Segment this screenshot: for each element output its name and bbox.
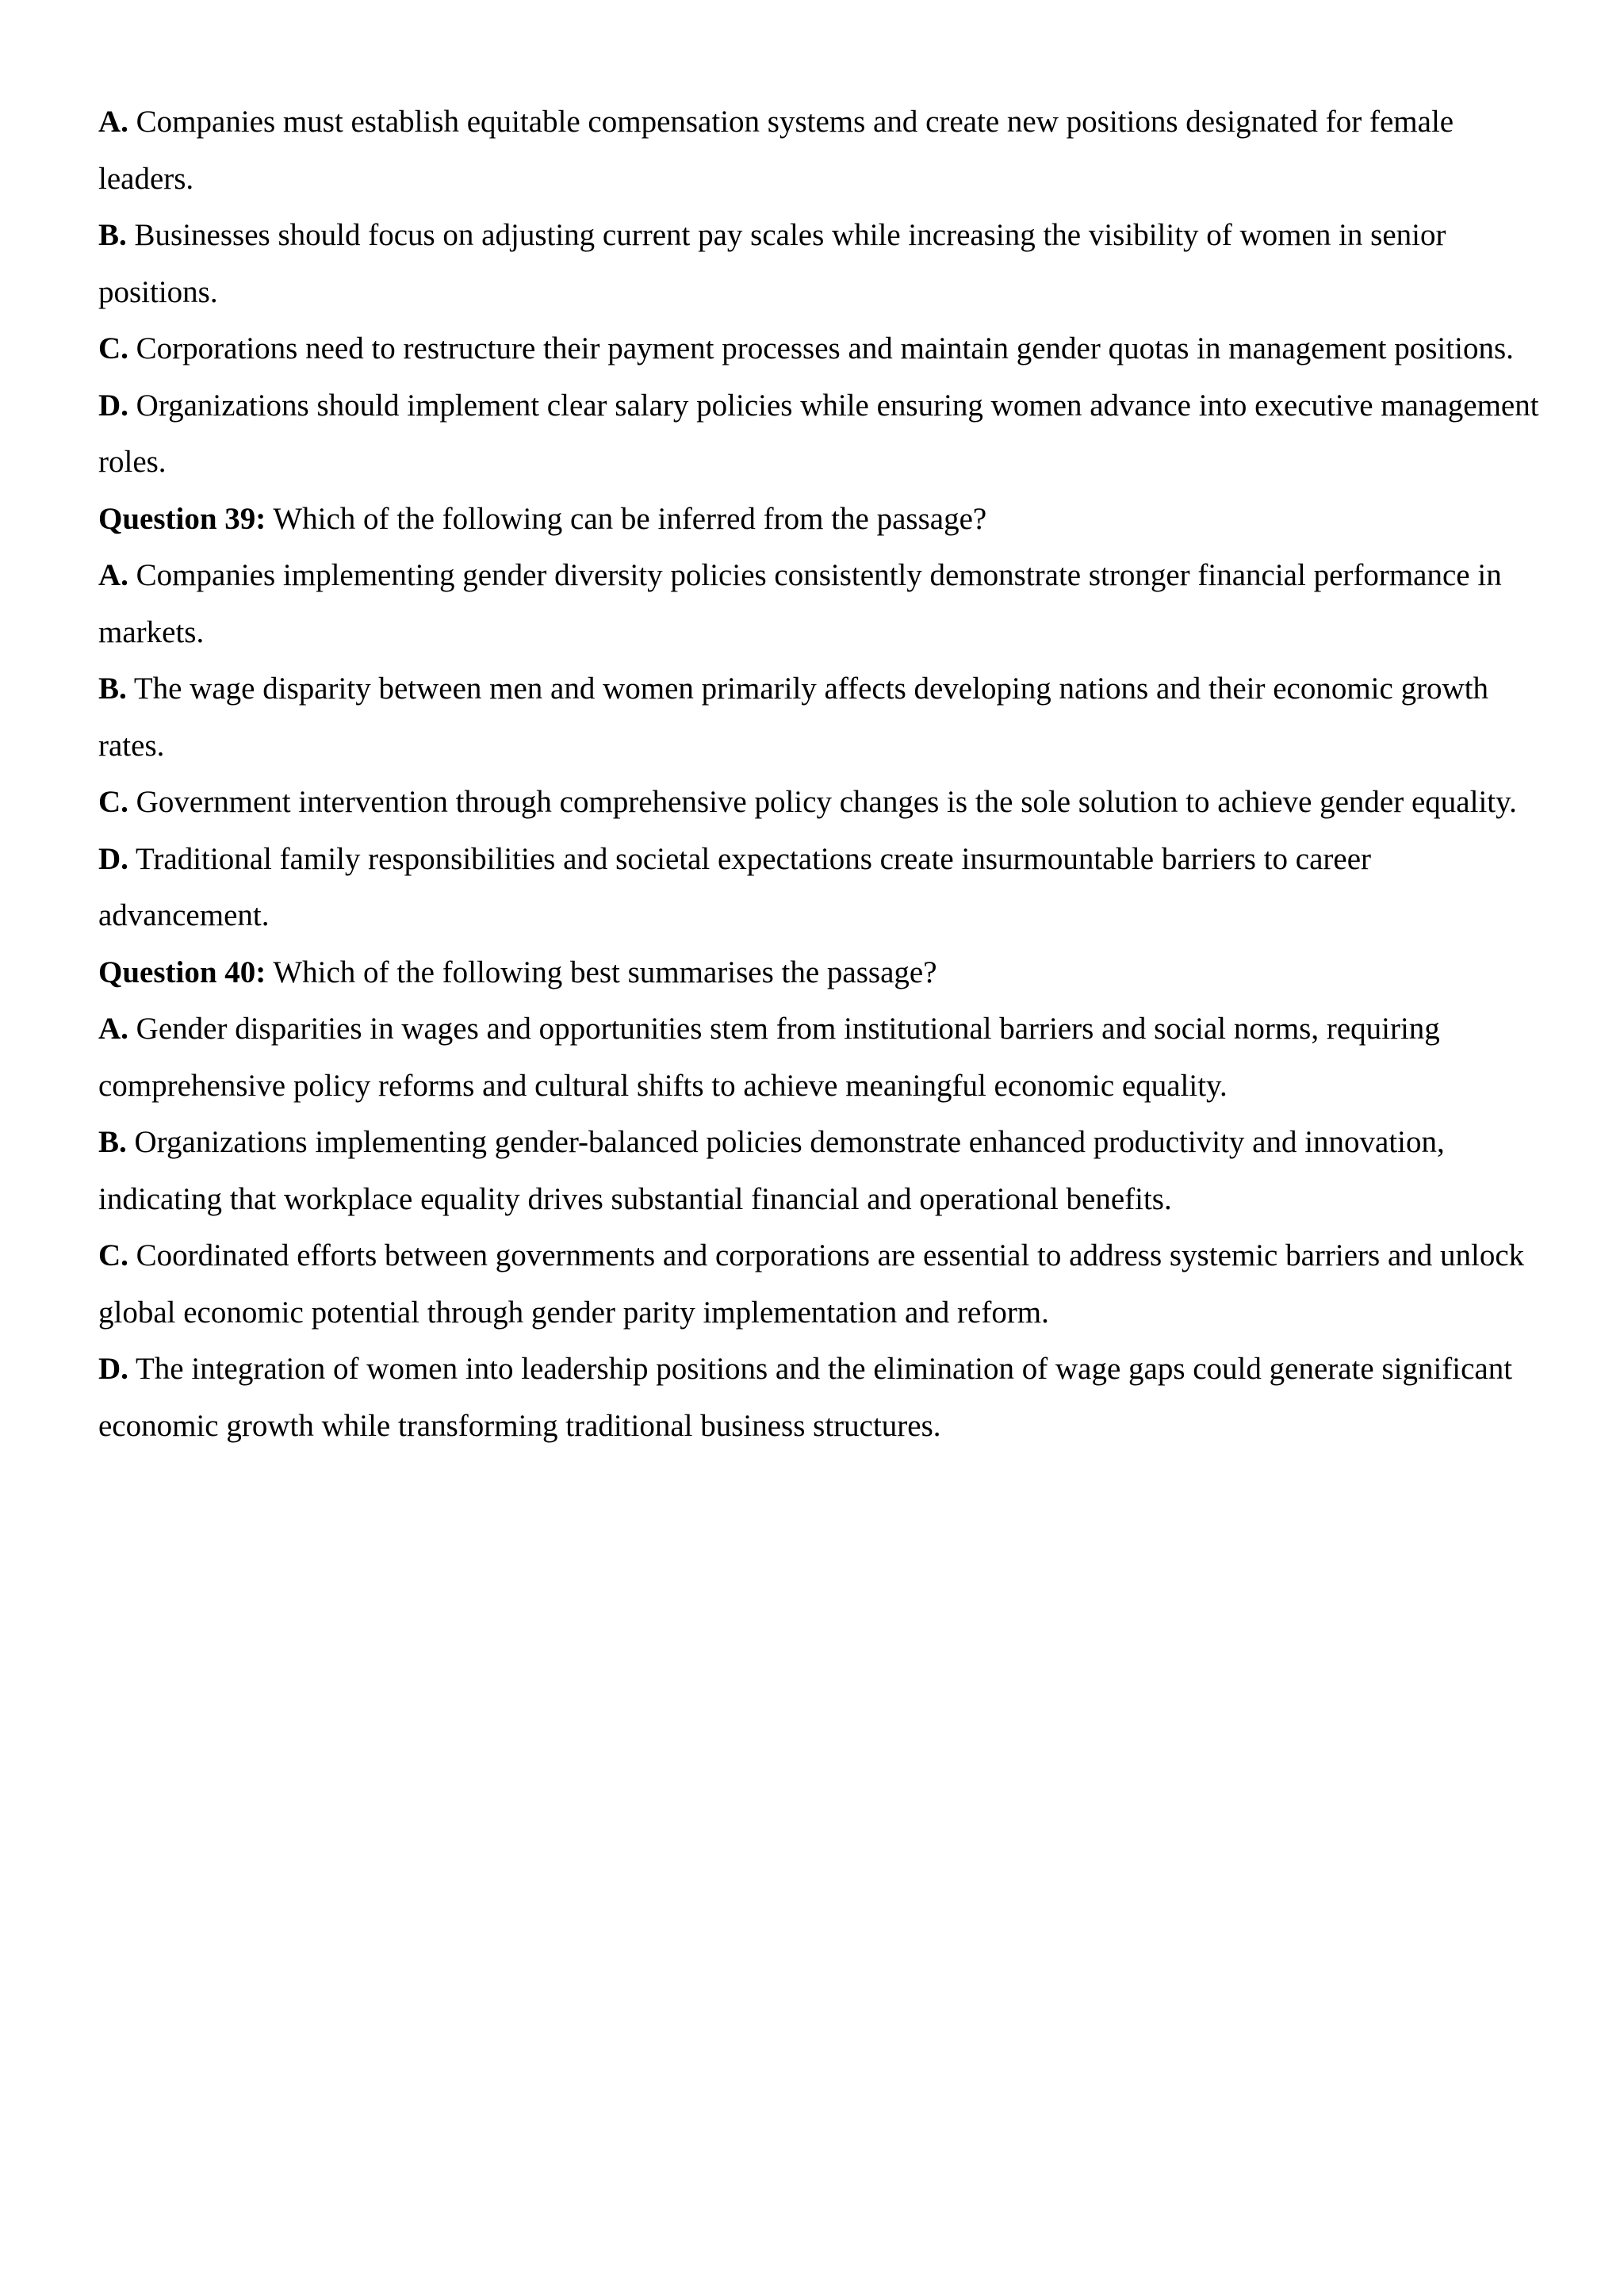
q39-option-d xyxy=(98,831,1549,944)
option-label: D. xyxy=(98,1352,128,1386)
q40-option-b xyxy=(98,1114,1549,1227)
question-label: Question 40: xyxy=(98,955,266,989)
option-text: The integration of women into leadership positions and the elimination of wage gaps could generate significant economic growth while transforming traditional business structures. xyxy=(98,1352,1513,1443)
option-text: Corporations need to restructure their payment processes and maintain gender quotas in management positions. xyxy=(136,331,1514,365)
option-label: A. xyxy=(98,558,128,592)
option-text: Traditional family responsibilities and societal expectations create insurmountable barriers to career advancement. xyxy=(98,841,1372,932)
option-text: Companies implementing gender diversity policies consistently demonstrate stronger financial performance in markets. xyxy=(98,558,1502,649)
q39-option-c xyxy=(98,774,1549,831)
option-text: Government intervention through comprehensive policy changes is the sole solution to achieve gender equality. xyxy=(136,785,1517,819)
option-label: D. xyxy=(98,841,128,876)
q38-option-d xyxy=(98,377,1549,491)
option-label: B. xyxy=(98,672,127,706)
option-label: C. xyxy=(98,331,128,365)
option-label: A. xyxy=(98,105,128,139)
q40-option-d xyxy=(98,1341,1549,1454)
question-text: Which of the following can be inferred from the passage? xyxy=(273,501,987,536)
q40-option-a xyxy=(98,1001,1549,1114)
option-text: Organizations implementing gender-balanced policies demonstrate enhanced productivity and innovation, indicating that workplace equality drives substantial financial and operational benefits. xyxy=(98,1125,1445,1216)
question-40-stem xyxy=(98,944,1549,1001)
q38-option-b xyxy=(98,207,1549,320)
option-label: A. xyxy=(98,1012,128,1046)
option-label: C. xyxy=(98,785,128,819)
option-label: B. xyxy=(98,1125,127,1159)
option-label: D. xyxy=(98,388,128,423)
q40-option-c xyxy=(98,1227,1549,1341)
option-label: C. xyxy=(98,1238,128,1272)
q39-option-a xyxy=(98,547,1549,660)
question-text: Which of the following best summarises the passage? xyxy=(273,955,937,989)
q38-option-a xyxy=(98,94,1549,207)
question-39-stem xyxy=(98,491,1549,548)
option-text: Coordinated efforts between governments and corporations are essential to address systemic barriers and unlock global economic potential through gender parity implementation and reform. xyxy=(98,1238,1525,1330)
q39-option-b xyxy=(98,660,1549,774)
option-text: Businesses should focus on adjusting current pay scales while increasing the visibility of women in senior positions. xyxy=(98,218,1446,309)
option-text: Gender disparities in wages and opportunities stem from institutional barriers and social norms, requiring comprehensive policy reforms and cultural shifts to achieve meaningful economic equality. xyxy=(98,1012,1440,1103)
question-label: Question 39: xyxy=(98,501,266,536)
option-text: The wage disparity between men and women primarily affects developing nations and their economic growth rates. xyxy=(98,672,1489,763)
option-text: Companies must establish equitable compensation systems and create new positions designated for female leaders. xyxy=(98,105,1454,196)
option-label: B. xyxy=(98,218,127,252)
option-text: Organizations should implement clear salary policies while ensuring women advance into executive management roles. xyxy=(98,388,1539,479)
document-page xyxy=(98,94,1549,1454)
q38-option-c xyxy=(98,320,1549,377)
